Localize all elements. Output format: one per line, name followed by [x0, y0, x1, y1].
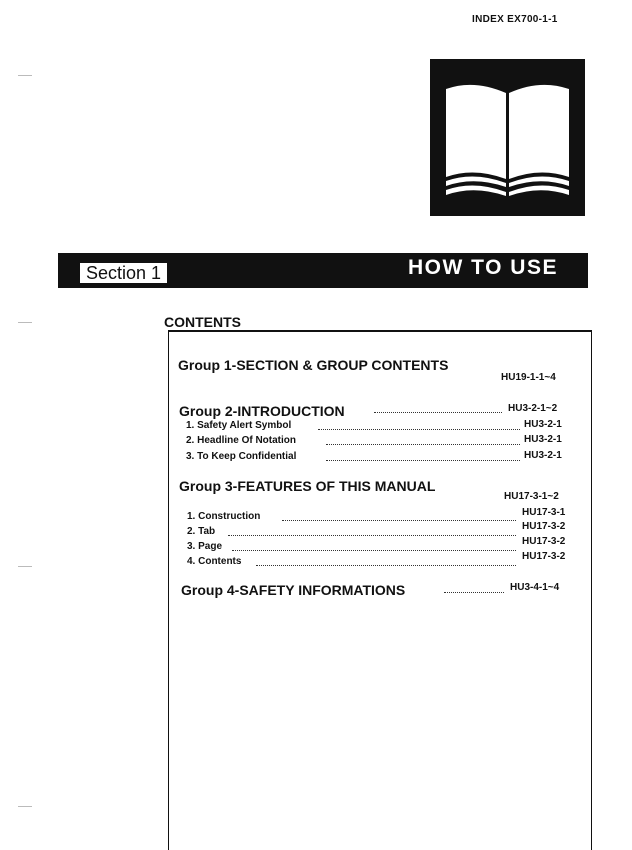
document-reference: INDEX EX700-1-1	[472, 14, 558, 25]
list-item-ref: HU3-2-1	[524, 450, 562, 461]
group-4-title: Group 4-SAFETY INFORMATIONS	[181, 582, 406, 598]
list-item-ref: HU17-3-2	[522, 521, 566, 532]
list-item-label: 2. Headline Of Notation	[186, 435, 297, 446]
list-item-label: 1. Safety Alert Symbol	[186, 420, 292, 431]
section-label: Section 1	[78, 261, 169, 285]
group-2-ref: HU3-2-1~2	[508, 403, 558, 414]
dot-leader	[444, 592, 504, 593]
dot-leader	[232, 550, 516, 551]
list-item-label: 2. Tab	[187, 526, 216, 537]
margin-mark	[18, 566, 32, 567]
section-title: HOW TO USE	[408, 256, 558, 279]
group-4-ref: HU3-4-1~4	[510, 582, 560, 593]
list-item-ref: HU17-3-1	[522, 507, 566, 518]
list-item-ref: HU3-2-1	[524, 434, 562, 445]
group-2-title: Group 2-INTRODUCTION	[179, 403, 345, 419]
open-book-icon	[430, 59, 585, 216]
group-1-ref: HU19-1-1~4	[501, 372, 556, 383]
list-item-label: 1. Construction	[187, 511, 261, 522]
dot-leader	[326, 460, 520, 461]
group-3-ref: HU17-3-1~2	[504, 491, 559, 502]
margin-mark	[18, 806, 32, 807]
group-3-title: Group 3-FEATURES OF THIS MANUAL	[179, 478, 436, 494]
contents-heading: CONTENTS	[164, 314, 241, 330]
dot-leader	[228, 535, 516, 536]
list-item-label: 3. To Keep Confidential	[186, 451, 297, 462]
list-item-ref: HU3-2-1	[524, 419, 562, 430]
list-item-label: 3. Page	[187, 541, 223, 552]
dot-leader	[256, 565, 516, 566]
dot-leader	[326, 444, 520, 445]
margin-mark	[18, 75, 32, 76]
list-item-ref: HU17-3-2	[522, 551, 566, 562]
dot-leader	[282, 520, 516, 521]
dot-leader	[374, 412, 502, 413]
margin-mark	[18, 322, 32, 323]
list-item-label: 4. Contents	[187, 556, 242, 567]
group-1-title: Group 1-SECTION & GROUP CONTENTS	[178, 357, 449, 373]
list-item-ref: HU17-3-2	[522, 536, 566, 547]
dot-leader	[318, 429, 520, 430]
